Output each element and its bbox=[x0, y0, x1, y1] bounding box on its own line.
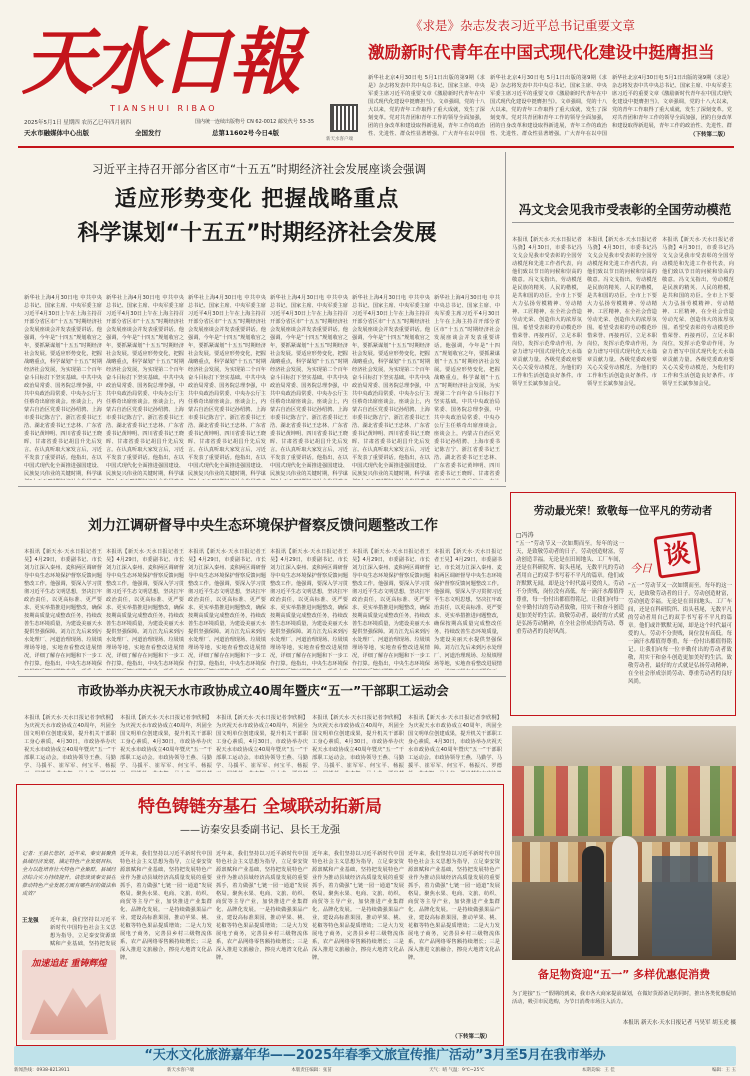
main-story-body-col4: 新华社上海4月30日电 中共中央总书记、国家主席、中央军委主席习近平4月30日上午在上海主持召开部分省区市“十五五”时期经济社会发展座谈会并发表重要讲话。他强调，今年是“十四五”规划收官之年，要抓紧谋划“十五五”时期经济社会发展。要适应形势变化，把握战略重点，科学谋划“十五五”时期经济社会发展，为实现第二个百年奋斗目标打下坚实基础。中共中央政治局常委、国务院总理李强，中共中央政治局常委、中央办公厅主任蔡奇出席座谈会。座谈会上，内蒙古自治区党委书记孙绍骋、上海市委书记陈吉宁、浙江省委书记王浩、湖北省委书记王忠林、广东省委书记黄坤明、四川省委书记王晓晖、甘肃省委书记胡昌升先后发言。在认真听取大家发言后，习近平发表了重要讲话。他指出，在以中国式现代化全面推进强国建设、民族复兴伟业的关键时期，科学谋 bbox=[270, 295, 348, 477]
featured-answer-col3: 近年来，我们坚持以习近平新时代中国特色社会主义思想为指导，立足秦安资源禀赋和产业基础，坚持把发展特色产业作为推动县域经济高质量发展的重要抓手，着力做强“七链一园一通道”发展格局。聚焦水果、电商、文旅、纺织、商贸等主导产业，加快推进产业集群化、品牌化发展。一是持续做强果品产业，建设高标准果园，推动苹果、桃、花椒等特色果品提质增效；二是大力发展电子商务，完善县乡村三级物流体系，农产品网络零售额持续增长；三是深入推进文旅融合，擦亮大地湾文化品牌。 bbox=[216, 851, 308, 961]
featured-answer-col4: 近年来，我们坚持以习近平新时代中国特色社会主义思想为指导，立足秦安资源禀赋和产业基础，坚持把发展特色产业作为推动县域经济高质量发展的重要抓手，着力做强“七链一园一通道”发展格局。聚焦水果、电商、文旅、纺织、商贸等主导产业，加快推进产业集群化、品牌化发展。一是持续做强果品产业，建设高标准果园，推动苹果、桃、花椒等特色果品提质增效；二是大力发展电子商务，完善县乡村三级物流体系，农产品网络零售额持续增长；三是深入推进文旅融合，擦亮大地湾文化品牌。 bbox=[312, 851, 404, 961]
featured-headline: 特色铸链夯基石 全域联动拓新局 bbox=[138, 797, 382, 817]
masthead-code: 国内统一连续出版物号 CN 62-0012 邮发代号 53-35 bbox=[195, 119, 315, 125]
masthead-title: 天水日報 bbox=[22, 22, 299, 102]
cppcc-body-col4: 本报讯【新天水·天水日报记者李欣桐】为庆祝天水市政协成立40周年，巩固全国文明单位创建成果，提升机关干部职工身心素质，4月30日，市政协举办庆祝天水市政协成立40周年暨庆“五一”干部职工运动会。市政协领导王燕、马勤学、马援平、崔军军、何宝平、杨振 bbox=[312, 715, 404, 769]
footer bbox=[14, 1067, 736, 1076]
main-story-body-col1: 新华社上海4月30日电 中共中央总书记、国家主席、中央军委主席习近平4月30日上午在上海主持召开部分省区市“十五五”时期经济社会发展座谈会并发表重要讲话。他强调，今年是“十四五”规划收官之年，要抓紧谋划“十五五”时期经济社会发展。要适应形势变化，把握战略重点，科学谋划“十五五”时期经济社会发展，为实现第二个百年奋斗目标打下坚实基础。中共中央政治局常委、国务院总理李强，中共中央政治局常委、中央办公厅主任蔡奇出席座谈会。座谈会上，内蒙古自治区党委书记孙绍骋、上海市委书记陈吉宁、浙江省委书记王浩、湖北省委书记王忠林、广东省委书记黄坤明、四川省委书记王晓晖、甘肃省委书记胡昌升先后发言。在认真听取大家发言后，习近平发表了重要讲话。他指出，在以中国式现代化全面推进强国建设、民族复兴伟业的关键时期，科学谋 bbox=[24, 295, 102, 477]
cppcc-body-col2: 本报讯【新天水·天水日报记者李欣桐】为庆祝天水市政协成立40周年，巩固全国文明单位创建成果，提升机关干部职工身心素质，4月30日，市政协举办庆祝天水市政协成立40周年暨庆“五一”干部职工运动会。市政协领导王燕、马勤学、马援平、崔军军、何宝平、杨振 bbox=[120, 715, 212, 769]
top-story-kicker: 《求是》杂志发表习近平总书记重要文章 bbox=[410, 18, 636, 33]
featured-subhead: ——访秦安县委副书记、县长王龙强 bbox=[180, 825, 340, 836]
vertical-divider bbox=[505, 152, 506, 482]
labor-story-body-col1: 本报讯【新天水·天水日报记者马骁】4月30日，市委书记冯文戈会见我市受表彰的全国劳动模范和先进工作者代表，向他们致以节日的问候和崇高的敬意。冯文戈指出，劳动模范是民族的精英、人民的楷模，是共和国的功臣。全市上下要大力弘扬劳模精神、劳动精神、工匠精神，在全社会营造劳动光荣、创造伟大的浓厚氛围。希望受表彰的劳动模范珍惜荣誉、再接再厉，立足本职岗位，发挥示范带动作用，为奋力谱写中国式现代化天水篇章贡献力量。各级党委政府要关心关爱劳动模范，为他们的工作和生活创造良好条件。市领导王长斌参加会见。 bbox=[512, 237, 582, 387]
cppcc-body-col5: 本报讯【新天水·天水日报记者李欣桐】为庆祝天水市政协成立40周年，巩固全国文明单位创建成果，提升机关干部职工身心素质，4月30日，市政协举办庆祝天水市政协成立40周年暨庆“五一”干部职工运动会。市政协领导王燕、马勤学、马援平、崔军军、何宝平、杨振兴、罗德 bbox=[408, 715, 502, 769]
editorial-title: 劳动最光荣！致敬每一位平凡的劳动者 bbox=[533, 505, 713, 517]
featured-intro: 记者：王县长您好，近年来，秦安县聚焦县域经济发展，锚定特色产业发展目标，全力以赴培育壮大特色产业集群，县域经济综合实力持续提升。请您谈谈秦安县在推动特色产业发展方面有哪些好的做法和成效？ bbox=[22, 851, 116, 897]
inspection-body-col4: 本报讯【新天水·天水日报记者王昊】4月29日，市委副书记、市长刘力江深入秦州、麦积两区调研督导中央生态环境保护督察反馈问题整改工作。他强调，要深入学习贯彻习近平生态文明思想，坚决扛牢政治责任，以更高标准、更严要求、更实举措推进问题整改，确保按期高质量完成整改任务，持续改善生态环境质量，为建设美丽天水提供坚强保障。刘力江先后来到污水处理厂、河道治理现场、垃圾填埋场等地，实地查看整改进展情况，详细了解存在问题和下一步工作打算。他指出，中央生态环境保 bbox=[270, 549, 348, 667]
footer-hotline: 新闻热线：0938-8213911 bbox=[14, 1068, 70, 1073]
photo-credit: 本报讯 新天水·天水日报记者 马昊军 胡玉虎 摄 bbox=[622, 1020, 736, 1026]
main-story-body-col6: 新华社上海4月30日电 中共中央总书记、国家主席、中央军委主席习近平4月30日上午在上海主持召开部分省区市“十五五”时期经济社会发展座谈会并发表重要讲话。他强调，今年是“十四五”规划收官之年，要抓紧谋划“十五五”时期经济社会发展。要适应形势变化，把握战略重点，科学谋划“十五五”时期经济社会发展，为实现第二个百年奋斗目标打下坚实基础。中共中央政治局常委、国务院总理李强，中共中央政治局常委、中央办公厅主任蔡奇出席座谈会。座谈会上，内蒙古自治区党委书记孙绍骋、上海市委书记陈吉宁、浙江省委书记王浩、湖北省委书记王忠林、广东省委书记黄坤明、四川省委书记王晓晖、甘肃省委 bbox=[434, 295, 500, 477]
masthead-issue: 总第11602号 bbox=[212, 129, 255, 137]
cppcc-story-headline: 市政协举办庆祝天水市政协成立40周年暨庆“五一”干部职工运动会 bbox=[77, 683, 449, 698]
footer-editor: 本版责任编辑：张苗 bbox=[291, 1068, 332, 1073]
inspection-body-col3: 本报讯【新天水·天水日报记者王昊】4月29日，市委副书记、市长刘力江深入秦州、麦积两区调研督导中央生态环境保护督察反馈问题整改工作。他强调，要深入学习贯彻习近平生态文明思想，坚决扛牢政治责任，以更高标准、更严要求、更实举措推进问题整改，确保按期高质量完成整改任务，持续改善生态环境质量，为建设美丽天水提供坚强保障。刘力江先后来到污水处理厂、河道治理现场、垃圾填埋场等地，实地查看整改进展情况，详细了解存在问题和下一步工作打算。他指出，中央生态环境保 bbox=[188, 549, 266, 667]
labor-story-body-col3: 本报讯【新天水·天水日报记者马骁】4月30日，市委书记冯文戈会见我市受表彰的全国劳动模范和先进工作者代表，向他们致以节日的问候和崇高的敬意。冯文戈指出，劳动模范是民族的精英、人民的楷模，是共和国的功臣。全市上下要大力弘扬劳模精神、劳动精神、工匠精神，在全社会营造劳动光荣、创造伟大的浓厚氛围。希望受表彰的劳动模范珍惜荣誉、再接再厉，立足本职岗位，发挥示范带动作用，为奋力谱写中国式现代化天水篇章贡献力量。各级党委政府要关心关爱劳动模范，为他们的工作和生活创造良好条件。市领导王长斌参加会见。 bbox=[662, 237, 734, 387]
main-story-headline-2: 科学谋划“十五五”时期经济社会发展 bbox=[77, 221, 437, 246]
masthead-publisher: 天水市融媒体中心出版 bbox=[24, 129, 89, 137]
editorial-badge-icon: 谈 bbox=[653, 531, 700, 578]
inspection-body-col5: 本报讯【新天水·天水日报记者王昊】4月29日，市委副书记、市长刘力江深入秦州、麦积两区调研督导中央生态环境保护督察反馈问题整改工作。他强调，要深入学习贯彻习近平生态文明思想，坚决扛牢政治责任，以更高标准、更严要求、更实举措推进问题整改，确保按期高质量完成整改任务，持续改善生态环境质量，为建设美丽天水提供坚强保障。刘力江先后来到污水处理厂、河道治理现场、垃圾填埋场等地，实地查看整改进展情况，详细了解存在问题和下一步工作打算。他指出，中央生态环境保 bbox=[352, 549, 430, 667]
editorial-badge-prefix: 今日 bbox=[630, 562, 652, 575]
top-story-body-col1: 新华社北京4月30日电 5月1日出版的第9期《求是》杂志将发表中共中央总书记、国家主席、中央军委主席习近平的重要文章《激励新时代青年在中国式现代化建设中挺膺担当》。文章强调，党的十八大以来，党的青年工作取得了重大成就，发生了深刻变革。党对共青团和青年工作的领导全面加强，团的自身改革和建设取得新进展，青年工作的政治性、先进性、群众性显著增强。广大青年在以中国 bbox=[368, 75, 485, 137]
featured-answer-col1: 近年来，我们坚持以习近平新时代中国特色社会主义思想为指导，立足秦安资源禀赋和产业基础，坚持把发展 bbox=[50, 917, 116, 947]
masthead-website: 新天水客户端 bbox=[326, 137, 353, 142]
editorial-body-col1: “五一”劳动节又一次如期而至。每年的这一天，是致敬劳动者的日子。劳动创造财富，劳动创造幸福。无论是在田间地头、工厂车间，还是在科研院所、街头巷尾，无数平凡的劳动者用自己的双手书写着不平凡的篇章。他们或许默默无闻，却是这个时代最可爱的人。劳动不分贵贱，岗位没有高低。每一滴汗水都值得尊重，每一份付出都值得铭记。让我们向每一位辛勤付出的劳动者致敬，用实干和奋斗创造更加美好的生活。致敬劳动者，最好的方式就是弘扬劳动精神，在全社会形成崇尚劳动、尊重劳动者的良好风尚。 bbox=[516, 541, 624, 635]
labor-story-body-col2: 本报讯【新天水·天水日报记者马骁】4月30日，市委书记冯文戈会见我市受表彰的全国劳动模范和先进工作者代表，向他们致以节日的问候和崇高的敬意。冯文戈指出，劳动模范是民族的精英、人民的楷模，是共和国的功臣。全市上下要大力弘扬劳模精神、劳动精神、工匠精神，在全社会营造劳动光荣、创造伟大的浓厚氛围。希望受表彰的劳动模范珍惜荣誉、再接再厉，立足本职岗位，发挥示范带动作用，为奋力谱写中国式现代化天水篇章贡献力量。各级党委政府要关心关爱劳动模范，为他们的工作和生活创造良好条件。市领导王长斌参加会见。 bbox=[587, 237, 657, 387]
top-story-body-col2: 新华社北京4月30日电 5月1日出版的第9期《求是》杂志将发表中共中央总书记、国家主席、中央军委主席习近平的重要文章《激励新时代青年在中国式现代化建设中挺膺担当》。文章强调，党的十八大以来，党的青年工作取得了重大成就，发生了深刻变革。党对共青团和青年工作的领导全面加强，团的自身改革和建设取得新进展，青年工作的政治性、先进性、群众性显著增强。广大青年在以中国 bbox=[490, 75, 607, 137]
top-story-continue: （下转第二版） bbox=[690, 132, 729, 138]
section-rule-1 bbox=[18, 486, 506, 487]
inspection-body-col6: 本报讯【新天水·天水日报记者王昊】4月29日，市委副书记、市长刘力江深入秦州、麦积两区调研督导中央生态环境保护督察反馈问题整改工作。他强调，要深入学习贯彻习近平生态文明思想，坚决扛牢政治责任，以更高标准、更严要求、更实举措推进问题整改，确保按期高质量完成整改任务，持续改善生态环境质量，为建设美丽天水提供坚强保障。刘力江先后来到污水处理厂、河道治理现场、垃圾填埋场等地，实地查看整改进展情 bbox=[434, 549, 502, 667]
inspection-body-col2: 本报讯【新天水·天水日报记者王昊】4月29日，市委副书记、市长刘力江深入秦州、麦积两区调研督导中央生态环境保护督察反馈问题整改工作。他强调，要深入学习贯彻习近平生态文明思想，坚决扛牢政治责任，以更高标准、更严要求、更实举措推进问题整改，确保按期高质量完成整改任务，持续改善生态环境质量，为建设美丽天水提供坚强保障。刘力江先后来到污水处理厂、河道治理现场、垃圾填埋场等地，实地查看整改进展情况，详细了解存在问题和下一步工作打算。他指出，中央生态环境保 bbox=[106, 549, 184, 667]
bottom-banner-text: “天水文化旅游嘉年华——2025年春季文旅宣传推广活动”3月至5月在我市举办 bbox=[144, 1048, 606, 1063]
cppcc-body-col3: 本报讯【新天水·天水日报记者李欣桐】为庆祝天水市政协成立40周年，巩固全国文明单位创建成果，提升机关干部职工身心素质，4月30日，市政协举办庆祝天水市政协成立40周年暨庆“五一”干部职工运动会。市政协领导王燕、马勤学、马援平、崔军军、何宝平、杨振 bbox=[216, 715, 308, 769]
inspection-body-col1: 本报讯【新天水·天水日报记者王昊】4月29日，市委副书记、市长刘力江深入秦州、麦积两区调研督导中央生态环境保护督察反馈问题整改工作。他强调，要深入学习贯彻习近平生态文明思想，坚决扛牢政治责任，以更高标准、更严要求、更实举措推进问题整改，确保按期高质量完成整改任务，持续改善生态环境质量，为建设美丽天水提供坚强保障。刘力江先后来到污水处理厂、河道治理现场、垃圾填埋场等地，实地查看整改进展情况，详细了解存在问题和下一步工作打算。他指出，中央生态环境保 bbox=[24, 549, 102, 667]
featured-slogan: 加速追赶 重铸辉煌 bbox=[31, 959, 107, 969]
main-story-kicker: 习近平主持召开部分省区市“十五五”时期经济社会发展座谈会强调 bbox=[92, 162, 426, 176]
top-story-headline: 激励新时代青年在中国式现代化建设中挺膺担当 bbox=[368, 43, 715, 62]
masthead-edition: 全国发行 bbox=[135, 129, 161, 137]
masthead-date: 2025年5月1日 星期四 农历乙巳年四月初四 bbox=[24, 120, 131, 126]
footer-chief-editor: 编辑：王 玉 bbox=[712, 1068, 736, 1073]
featured-answer-col2: 近年来，我们坚持以习近平新时代中国特色社会主义思想为指导，立足秦安资源禀赋和产业基础，坚持把发展特色产业作为推动县域经济高质量发展的重要抓手，着力做强“七链一园一通道”发展格局。聚焦水果、电商、文旅、纺织、商贸等主导产业，加快推进产业集群化、品牌化发展。一是持续做强果品产业，建设高标准果园，推动苹果、桃、花椒等特色果品提质增效；二是大力发展电子商务，完善县乡村三级物流体系，农产品网络零售额持续增长；三是深入推进文旅融合，擦亮大地湾文化品牌。 bbox=[120, 851, 212, 961]
supermarket-photo bbox=[512, 726, 736, 960]
editorial-byline: □冯涛 bbox=[516, 532, 534, 539]
footer-designer: 本期美编：王 佳 bbox=[581, 1068, 615, 1073]
cppcc-body-col1: 本报讯【新天水·天水日报记者李欣桐】为庆祝天水市政协成立40周年，巩固全国文明单位创建成果，提升机关干部职工身心素质，4月30日，市政协举办庆祝天水市政协成立40周年暨庆“五一”干部职工运动会。市政协领导王燕、马勤学、马援平、崔军军、何宝平、杨振 bbox=[24, 715, 116, 769]
masthead-rule bbox=[18, 146, 734, 148]
masthead-pinyin: TIANSHUI RIBAO bbox=[110, 104, 218, 113]
main-story-body-col3: 新华社上海4月30日电 中共中央总书记、国家主席、中央军委主席习近平4月30日上午在上海主持召开部分省区市“十五五”时期经济社会发展座谈会并发表重要讲话。他强调，今年是“十四五”规划收官之年，要抓紧谋划“十五五”时期经济社会发展。要适应形势变化，把握战略重点，科学谋划“十五五”时期经济社会发展，为实现第二个百年奋斗目标打下坚实基础。中共中央政治局常委、国务院总理李强，中共中央政治局常委、中央办公厅主任蔡奇出席座谈会。座谈会上，内蒙古自治区党委书记孙绍骋、上海市委书记陈吉宁、浙江省委书记王浩、湖北省委书记王忠林、广东省委书记黄坤明、四川省委书记王晓晖、甘肃省委书记胡昌升先后发言。在认真听取大家发言后，习近平发表了重要讲话。他指出，在以中国式现代化全面推进强国建设、民族复兴伟业的关键时期，科学谋 bbox=[188, 295, 266, 477]
main-story-body-col2: 新华社上海4月30日电 中共中央总书记、国家主席、中央军委主席习近平4月30日上午在上海主持召开部分省区市“十五五”时期经济社会发展座谈会并发表重要讲话。他强调，今年是“十四五”规划收官之年，要抓紧谋划“十五五”时期经济社会发展。要适应形势变化，把握战略重点，科学谋划“十五五”时期经济社会发展，为实现第二个百年奋斗目标打下坚实基础。中共中央政治局常委、国务院总理李强，中共中央政治局常委、中央办公厅主任蔡奇出席座谈会。座谈会上，内蒙古自治区党委书记孙绍骋、上海市委书记陈吉宁、浙江省委书记王浩、湖北省委书记王忠林、广东省委书记黄坤明、四川省委书记王晓晖、甘肃省委书记胡昌升先后发言。在认真听取大家发言后，习近平发表了重要讲话。他指出，在以中国式现代化全面推进强国建设、民族复兴伟业的关键时期，科学谋 bbox=[106, 295, 184, 477]
footer-weather: 天气：晴 气温：9℃~25℃ bbox=[429, 1068, 485, 1073]
inspection-story-headline: 刘力江调研督导中央生态环境保护督察反馈问题整改工作 bbox=[88, 518, 438, 534]
main-story-headline-1: 适应形势变化 把握战略重点 bbox=[114, 187, 400, 212]
top-story-body-col3: 新华社北京4月30日电 5月1日出版的第9期《求是》杂志将发表中共中央总书记、国家主席、中央军委主席习近平的重要文章《激励新时代青年在中国式现代化建设中挺膺担当》。文章强调，党的十八大以来，党的青年工作取得了重大成就，发生了深刻变革。党对共青团和青年工作的领导全面加强，团的自身改革和建设取得新进展，青年工作的政治性、先进性、群 bbox=[612, 75, 732, 129]
main-story-body-col5: 新华社上海4月30日电 中共中央总书记、国家主席、中央军委主席习近平4月30日上午在上海主持召开部分省区市“十五五”时期经济社会发展座谈会并发表重要讲话。他强调，今年是“十四五”规划收官之年，要抓紧谋划“十五五”时期经济社会发展。要适应形势变化，把握战略重点，科学谋划“十五五”时期经济社会发展，为实现第二个百年奋斗目标打下坚实基础。中共中央政治局常委、国务院总理李强，中共中央政治局常委、中央办公厅主任蔡奇出席座谈会。座谈会上，内蒙古自治区党委书记孙绍骋、上海市委书记陈吉宁、浙江省委书记王浩、湖北省委书记王忠林、广东省委书记黄坤明、四川省委书记王晓晖、甘肃省委书记胡昌升先后发言。在认真听取大家发言后，习近平发表了重要讲话。他指出，在以中国式现代化全面推进强国建设、民族复兴伟业的关键时期，科学谋 bbox=[352, 295, 430, 477]
masthead-pages: 今日4版 bbox=[255, 129, 280, 137]
footer-app: 新天水客户端 bbox=[166, 1068, 194, 1073]
labor-story-headline: 冯文戈会见我市受表彰的全国劳动模范 bbox=[518, 202, 732, 217]
photo-caption: 为了迎接“五一”假期的到来，我市各大商家提前谋划，在做好货源备足的同时，推出各类优惠促销活动，吸引市民选购，为节日消费市场注入活力。 bbox=[512, 991, 736, 1005]
section-rule-2 bbox=[18, 676, 506, 677]
photo-caption-title: 备足物资迎“五一” 多样优惠促消费 bbox=[537, 968, 711, 981]
labor-story-rule bbox=[512, 222, 734, 223]
featured-continue: （下转第二版） bbox=[452, 1034, 491, 1040]
featured-interviewee: 王龙强 bbox=[22, 918, 39, 924]
qr-code-icon bbox=[330, 104, 358, 132]
editorial-body-col2: “五一”劳动节又一次如期而至。每年的这一天，是致敬劳动者的日子。劳动创造财富，劳动创造幸福。无论是在田间地头、工厂车间，还是在科研院所、街头巷尾，无数平凡的劳动者用自己的双手书写着不平凡的篇章。他们或许默默无闻，却是这个时代最可爱的人。劳动不分贵贱，岗位没有高低。每一滴汗水都值得尊重，每一份付出都值得铭记。让我们向每一位辛勤付出的劳动者致敬，用实干和奋斗创造更加美好的生活。致敬劳动者，最好的方式就是弘扬劳动精神，在全社会形成崇尚劳动、尊重劳动者的良好风尚。 bbox=[628, 583, 732, 685]
featured-answer-col5: 近年来，我们坚持以习近平新时代中国特色社会主义思想为指导，立足秦安资源禀赋和产业基础，坚持把发展特色产业作为推动县域经济高质量发展的重要抓手，着力做强“七链一园一通道”发展格局。聚焦水果、电商、文旅、纺织、商贸等主导产业，加快推进产业集群化、品牌化发展。一是持续做强果品产业，建设高标准果园，推动苹果、桃、花椒等特色果品提质增效；二是大力发展电子商务，完善县乡村三级物流体系，农产品网络零售额持续增长；三是深入推进文旅融合，擦亮大地湾文化品牌。 bbox=[408, 851, 500, 961]
